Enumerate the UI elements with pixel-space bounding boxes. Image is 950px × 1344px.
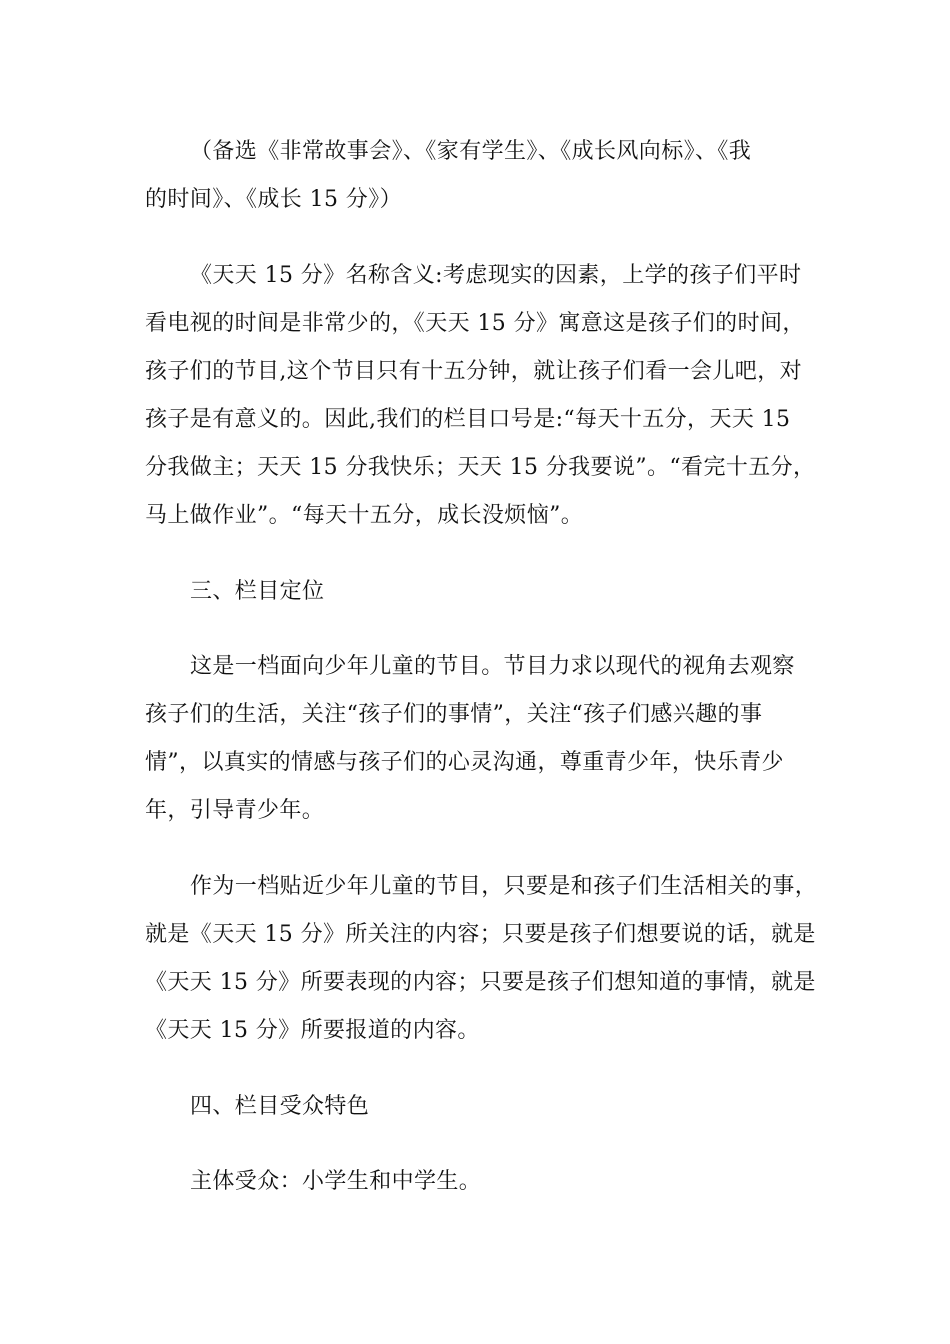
- text-line: 看电视的时间是非常少的，《天天 15 分》寓意这是孩子们的时间，: [145, 311, 805, 336]
- text-line: 作为一档贴近少年儿童的节目，只要是和孩子们生活相关的事，: [190, 874, 818, 899]
- text-line: 《天天 15 分》所要表现的内容；只要是孩子们想知道的事情，就是: [145, 970, 816, 995]
- text-line: 孩子们的生活，关注“孩子们的事情”，关注“孩子们感兴趣的事: [145, 702, 763, 727]
- text-line: 情”，以真实的情感与孩子们的心灵沟通，尊重青少年，快乐青少: [145, 750, 784, 775]
- text-line: 这是一档面向少年儿童的节目。节目力求以现代的视角去观察: [190, 654, 795, 679]
- text-line: 的时间》、《成长 15 分》）: [145, 187, 402, 212]
- text-line: （备选《非常故事会》、《家有学生》、《成长风向标》、《我: [190, 139, 752, 164]
- text-line: 就是《天天 15 分》所关注的内容；只要是孩子们想要说的话，就是: [145, 922, 816, 947]
- text-line: 《天天 15 分》名称含义:考虑现实的因素，上学的孩子们平时: [190, 263, 802, 288]
- text-line: 年，引导青少年。: [145, 798, 325, 823]
- text-line: 《天天 15 分》所要报道的内容。: [145, 1018, 480, 1043]
- section-heading: 四、栏目受众特色: [190, 1094, 370, 1119]
- text-line: 分我做主；天天 15 分我快乐；天天 15 分我要说”。“看完十五分，: [145, 455, 816, 480]
- section-heading: 三、栏目定位: [190, 579, 325, 604]
- text-line: 孩子们的节目,这个节目只有十五分钟，就让孩子们看一会儿吧，对: [145, 359, 802, 384]
- text-line: 孩子是有意义的。因此,我们的栏目口号是:“每天十五分，天天 15: [145, 407, 791, 432]
- text-line: 主体受众：小学生和中学生。: [190, 1169, 482, 1194]
- text-line: 马上做作业”。“每天十五分，成长没烦恼”。: [145, 503, 584, 528]
